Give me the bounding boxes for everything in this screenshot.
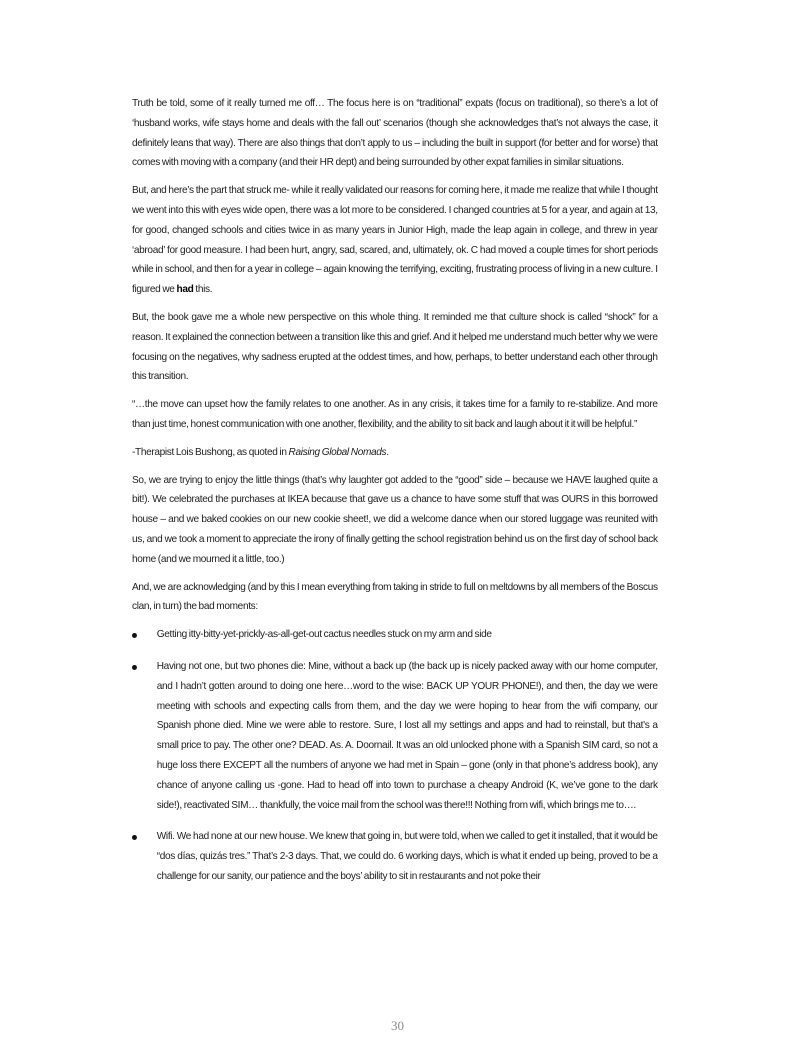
bullet-icon	[132, 665, 137, 670]
bullet-icon	[132, 835, 137, 840]
emphasis-text: had	[176, 284, 194, 296]
paragraph	[132, 181, 658, 300]
paragraph: Truth be told, some of it really turned me off… The focus here is on “traditional” expats (focus on traditional), so there’s a lot of ‘husband works, wife stays home and deals with the fall out’ scenarios (though she acknowledges that’s not always the case, it definitely leans that way). There are also things that don’t apply to us – including the built in support (for better and for worse) that comes with moving with a company (and their HR dept) and being surrounded by other expat families in similar situations.	[132, 98, 658, 169]
book-title: Raising Global Nomads	[288, 446, 387, 458]
attribution-text: .	[386, 446, 389, 458]
paragraph-text: this.	[193, 284, 213, 296]
list-item-text: Getting itty-bitty-yet-prickly-as-all-get-out cactus needles stuck on my arm and side	[156, 629, 492, 641]
paragraph: But, the book gave me a whole new perspective on this whole thing. It reminded me that culture shock is called “shock” for a reason. It explained the connection between a transition like this and grief. And it helped me understand much better why we were focusing on the negatives, why sadness erupted at the oddest times, and how, perhaps, to better understand each other through this transition.	[132, 311, 658, 383]
list-item-text: Wifi. We had none at our new house. We knew that going in, but were told, when we called to get it installed, that it would be “dos días, quizás tres.” That’s 2-3 days. That, we could do. 6 working days, which is what it ended up being, proved to be a challenge for our sanity, our patience and the boys’ ability to sit in restaurants and not poke their	[156, 831, 658, 882]
list-item-text: Having not one, but two phones die: Mine, without a back up (the back up is nicely packed away with our home computer, and I hadn’t gotten around to doing one here…word to the wise: BACK UP YOUR PHONE!), and then, the day we were meeting with schools and expecting calls from them, and the day we were hoping to hear from the wifi company, our Spanish phone died. Mine we were able to restore. Sure, I lost all my settings and apps and had to reinstall, but that’s a small price to pay. The other one? DEAD. As. A. Doornail. It was an old unlocked phone with a Spanish SIM card, so not a huge loss there EXCEPT all the numbers of anyone we had met in Spain – gone (only in that phone’s address book), any chance of anyone calling us -gone. Had to head off into town to purchase a cheapy Android (K, we’ve gone to the dark side!), reactivated SIM… thankfully, the voice mail from the school was there!!! Nothing from wifi, which brings me to….	[156, 660, 658, 811]
list-item	[132, 657, 658, 815]
document-body	[132, 94, 658, 899]
paragraph-text: But, and here’s the part that struck me- while it really validated our reasons for coming here, it made me realize that while I thought we went into this with eyes wide open, there was a lot more to be considered. I changed countries at 5 for a year, and again at 13, for good, changed schools and cities twice in as many years in Junior High, made the leap again in college, and threw in year ‘abroad’ for good measure. I had been hurt, angry, sad, scared, and, ultimately, ok. C had moved a couple times for short periods while in school, and then for a year in college – again knowing the terrifying, exciting, frustrating process of living in a new culture. I figured we	[132, 185, 658, 296]
page-number: 30	[391, 1018, 404, 1033]
quote-attribution	[132, 443, 658, 463]
bullet-icon	[132, 633, 137, 638]
attribution-text: -Therapist Lois Bushong, as quoted in	[132, 446, 289, 458]
paragraph: So, we are trying to enjoy the little things (that’s why laughter got added to the “good” side – because we HAVE laughed quite a bit!). We celebrated the purchases at IKEA because that gave us a chance to have some stuff that was OURS in this borrowed house – and we baked cookies on our new cookie sheet!, we did a welcome dance when our stored luggage was reunited with us, and we took a moment to appreciate the irony of finally getting the school registration behind us on the first day of school back home (and we mourned it a little, too.)	[132, 474, 658, 565]
block-quote: “…the move can upset how the family relates to one another. As in any crisis, it takes time for a family to re-stabilize. And more than just time, honest communication with one another, flexibility, and the ability to sit back and laugh about it it will be helpful.”	[132, 399, 658, 430]
list-item	[132, 625, 658, 645]
paragraph: And, we are acknowledging (and by this I mean everything from taking in stride to full on meltdowns by all members of the Boscus clan, in turn) the bad moments:	[132, 581, 658, 613]
bullet-list	[132, 625, 658, 887]
list-item	[132, 827, 658, 886]
